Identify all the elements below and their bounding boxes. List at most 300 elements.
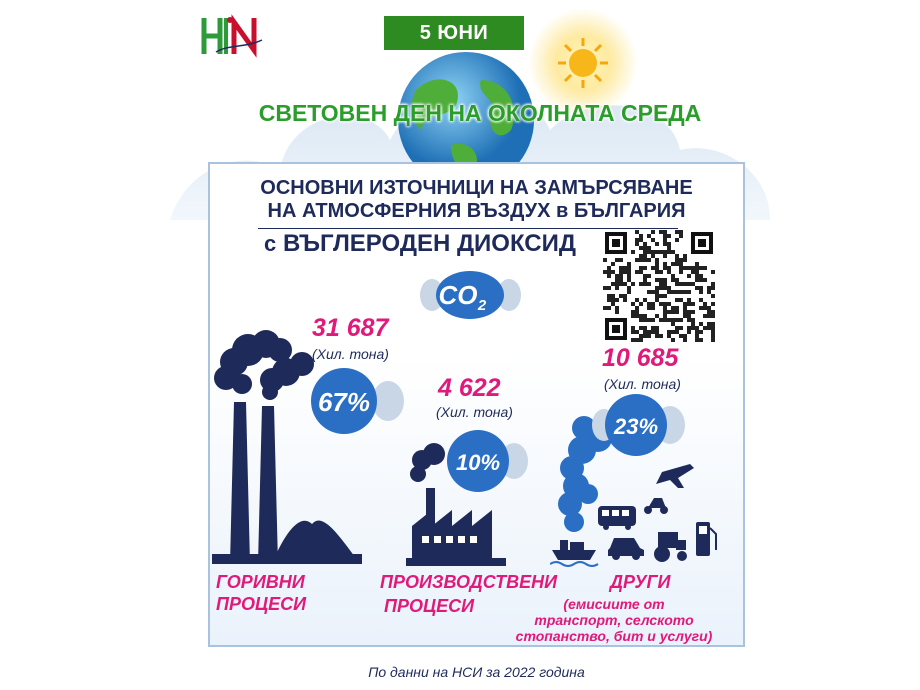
combustion-value: 31 687 (312, 314, 389, 342)
qr-module (603, 286, 607, 290)
qr-module (667, 318, 671, 322)
qr-module (699, 298, 703, 302)
qr-module (651, 238, 655, 242)
qr-module (711, 302, 715, 306)
qr-module (683, 258, 687, 262)
qr-module (683, 302, 687, 306)
qr-module (667, 286, 671, 290)
percent-badge-other (590, 392, 690, 458)
qr-module (663, 238, 667, 242)
qr-module (659, 302, 663, 306)
qr-module (639, 338, 643, 342)
qr-module (635, 270, 639, 274)
qr-module (635, 230, 639, 234)
qr-module (647, 258, 651, 262)
qr-module (663, 310, 667, 314)
qr-module (651, 306, 655, 310)
qr-module (635, 306, 639, 310)
qr-module (615, 282, 619, 286)
qr-module (703, 302, 707, 306)
qr-module (651, 266, 655, 270)
qr-module (695, 274, 699, 278)
qr-module (675, 282, 679, 286)
qr-module (667, 234, 671, 238)
qr-module (651, 230, 655, 234)
qr-module (671, 310, 675, 314)
qr-module (695, 278, 699, 282)
qr-module (699, 278, 703, 282)
qr-module (627, 262, 631, 266)
qr-module (683, 334, 687, 338)
qr-module (675, 298, 679, 302)
qr-module (615, 298, 619, 302)
qr-module (675, 278, 679, 282)
combustion-label-line2: ПРОЦЕСИ (216, 594, 307, 614)
qr-module (607, 294, 611, 298)
qr-module (627, 286, 631, 290)
qr-module (671, 318, 675, 322)
qr-module (631, 250, 635, 254)
qr-module (619, 294, 623, 298)
qr-module (603, 270, 607, 274)
qr-module (663, 242, 667, 246)
combustion-label-line1: ГОРИВНИ (216, 572, 305, 592)
qr-module (647, 250, 651, 254)
industrial-label-line1: ПРОИЗВОДСТВЕНИ (380, 572, 558, 592)
qr-module (659, 270, 663, 274)
qr-module (711, 270, 715, 274)
qr-module (707, 326, 711, 330)
qr-module (623, 294, 627, 298)
qr-module (611, 270, 615, 274)
qr-module (675, 258, 679, 262)
qr-module (659, 294, 663, 298)
qr-module (695, 286, 699, 290)
qr-module (703, 326, 707, 330)
qr-module (687, 282, 691, 286)
qr-module (671, 322, 675, 326)
panel-subtitle-line1: ОСНОВНИ ИЗТОЧНИЦИ НА ЗАМЪРСЯВАНЕ (260, 177, 693, 199)
qr-module (643, 282, 647, 286)
qr-module (671, 262, 675, 266)
qr-module (707, 314, 711, 318)
qr-module (675, 306, 679, 310)
co2-badge-subscript: 2 (477, 297, 487, 314)
qr-module (699, 322, 703, 326)
qr-module (671, 250, 675, 254)
qr-module (687, 318, 691, 322)
qr-module (671, 274, 675, 278)
other-note-line3: стопанство, бит и услуги) (515, 628, 713, 644)
qr-module (695, 262, 699, 266)
co2-heading-text: ВЪГЛЕРОДЕН ДИОКСИД (282, 230, 576, 257)
qr-module (635, 242, 639, 246)
qr-module (611, 298, 615, 302)
qr-module (675, 238, 679, 242)
other-value: 10 685 (602, 344, 679, 372)
qr-module (683, 290, 687, 294)
qr-module (667, 302, 671, 306)
qr-module (651, 302, 655, 306)
qr-module (607, 286, 611, 290)
qr-module (703, 278, 707, 282)
co2-heading (240, 230, 600, 258)
qr-module (675, 330, 679, 334)
other-note-line2: транспорт, селското (534, 612, 694, 628)
qr-module (643, 334, 647, 338)
qr-module (647, 306, 651, 310)
combustion-unit: (Хил. тона) (312, 346, 389, 362)
qr-module (663, 302, 667, 306)
qr-module (619, 274, 623, 278)
qr-module (687, 290, 691, 294)
qr-module (707, 306, 711, 310)
qr-module (695, 270, 699, 274)
qr-module (607, 298, 611, 302)
qr-module (667, 310, 671, 314)
qr-module (663, 306, 667, 310)
qr-module (639, 314, 643, 318)
qr-module (643, 258, 647, 262)
qr-module (675, 262, 679, 266)
qr-module (615, 310, 619, 314)
qr-module (667, 330, 671, 334)
panel-subtitle-line2: НА АТМОСФЕРНИЯ ВЪЗДУХ в БЪЛГАРИЯ (267, 200, 686, 222)
qr-module (691, 326, 695, 330)
qr-module (687, 326, 691, 330)
other-unit: (Хил. тона) (604, 376, 681, 392)
other-note-line1: (емисиите от (563, 596, 665, 612)
qr-module (619, 266, 623, 270)
qr-module (699, 266, 703, 270)
qr-module (691, 270, 695, 274)
qr-module (675, 326, 679, 330)
qr-module (663, 294, 667, 298)
qr-module (703, 314, 707, 318)
qr-module (615, 306, 619, 310)
qr-module (683, 282, 687, 286)
divider (258, 228, 678, 229)
qr-module (607, 274, 611, 278)
qr-module (635, 238, 639, 242)
qr-module (679, 282, 683, 286)
qr-module (651, 318, 655, 322)
qr-module (639, 246, 643, 250)
tractor-icon (654, 532, 687, 562)
qr-module (671, 338, 675, 342)
percent-badge-combustion (296, 366, 406, 436)
qr-module (687, 314, 691, 318)
qr-module (659, 282, 663, 286)
co2-badge-text: CO (438, 280, 478, 310)
qr-module (691, 310, 695, 314)
qr-module (639, 270, 643, 274)
qr-module (667, 334, 671, 338)
qr-module (647, 330, 651, 334)
percent-label: 10% (455, 450, 501, 475)
qr-module (655, 326, 659, 330)
qr-module (687, 274, 691, 278)
qr-module (659, 334, 663, 338)
qr-module (663, 234, 667, 238)
qr-module (623, 298, 627, 302)
qr-module (651, 326, 655, 330)
qr-module (695, 338, 699, 342)
qr-module (695, 266, 699, 270)
qr-module (655, 286, 659, 290)
qr-module (631, 314, 635, 318)
qr-module (679, 290, 683, 294)
qr-module (679, 230, 683, 234)
qr-module (639, 266, 643, 270)
industrial-unit: (Хил. тона) (436, 404, 513, 420)
qr-module (647, 246, 651, 250)
qr-module (631, 310, 635, 314)
qr-module (683, 306, 687, 310)
qr-module (639, 318, 643, 322)
qr-module (711, 310, 715, 314)
qr-module (647, 282, 651, 286)
other-label: ДРУГИ (610, 572, 671, 592)
qr-module (655, 314, 659, 318)
qr-module (691, 282, 695, 286)
qr-module (619, 270, 623, 274)
qr-module (639, 234, 643, 238)
source-footnote: По данни на НСИ за 2022 година (368, 664, 585, 680)
qr-module (699, 286, 703, 290)
qr-module (707, 322, 711, 326)
qr-module (615, 258, 619, 262)
qr-module (663, 254, 667, 258)
percent-badge-industrial (440, 428, 530, 494)
qr-module (643, 318, 647, 322)
qr-module (687, 330, 691, 334)
qr-module (643, 314, 647, 318)
qr-module (679, 298, 683, 302)
qr-module (711, 334, 715, 338)
qr-module (611, 302, 615, 306)
qr-module (703, 266, 707, 270)
qr-module (691, 302, 695, 306)
qr-module (671, 278, 675, 282)
qr-module (691, 318, 695, 322)
qr-module (603, 306, 607, 310)
qr-module (679, 262, 683, 266)
qr-module (623, 282, 627, 286)
date-banner: 5 ЮНИ (384, 16, 524, 50)
qr-module (675, 290, 679, 294)
qr-module (671, 306, 675, 310)
qr-module (651, 330, 655, 334)
qr-module (655, 278, 659, 282)
qr-module (607, 306, 611, 310)
percent-label: 23% (613, 414, 659, 439)
qr-module (643, 250, 647, 254)
qr-module (631, 326, 635, 330)
qr-module (711, 330, 715, 334)
qr-module (615, 278, 619, 282)
qr-module (611, 262, 615, 266)
industrial-value: 4 622 (438, 374, 501, 402)
qr-module (639, 238, 643, 242)
qr-module (643, 266, 647, 270)
qr-module (707, 286, 711, 290)
qr-module (671, 330, 675, 334)
qr-module (687, 266, 691, 270)
qr-module (655, 242, 659, 246)
qr-module (655, 250, 659, 254)
percent-label: 67% (317, 387, 371, 417)
qr-module (643, 274, 647, 278)
qr-module (663, 262, 667, 266)
qr-module (647, 318, 651, 322)
other-note (514, 596, 714, 644)
qr-module (699, 306, 703, 310)
qr-module (679, 258, 683, 262)
scooter-icon (644, 498, 668, 514)
qr-module (699, 338, 703, 342)
qr-module (675, 310, 679, 314)
qr-module (627, 278, 631, 282)
qr-module (663, 314, 667, 318)
qr-module (619, 258, 623, 262)
qr-module (663, 318, 667, 322)
qr-module (627, 290, 631, 294)
qr-module (647, 334, 651, 338)
qr-module (707, 310, 711, 314)
qr-module (679, 266, 683, 270)
nsi-logo (200, 14, 268, 58)
qr-module (655, 290, 659, 294)
qr-module (667, 270, 671, 274)
qr-module (667, 242, 671, 246)
qr-module (647, 290, 651, 294)
qr-module (615, 274, 619, 278)
qr-module (683, 314, 687, 318)
qr-module (695, 330, 699, 334)
fuel-pump-icon (696, 522, 716, 556)
qr-module (711, 322, 715, 326)
qr-module (643, 242, 647, 246)
qr-module (659, 318, 663, 322)
qr-module (607, 270, 611, 274)
qr-module (655, 330, 659, 334)
qr-module (695, 326, 699, 330)
airplane-icon (656, 464, 694, 488)
qr-module (655, 298, 659, 302)
page-title: СВЕТОВЕН ДЕН НА ОКОЛНАТА СРЕДА (258, 100, 702, 126)
qr-module (663, 286, 667, 290)
qr-module (711, 294, 715, 298)
qr-module (635, 258, 639, 262)
qr-module (675, 230, 679, 234)
qr-module (631, 330, 635, 334)
qr-code[interactable] (603, 230, 715, 342)
bus-icon (598, 506, 636, 530)
qr-module (655, 262, 659, 266)
industrial-label-line2: ПРОЦЕСИ (384, 596, 475, 616)
qr-module (683, 338, 687, 342)
qr-module (691, 322, 695, 326)
qr-module (635, 298, 639, 302)
qr-module (639, 334, 643, 338)
qr-module (671, 290, 675, 294)
qr-module (711, 326, 715, 330)
qr-module (607, 266, 611, 270)
qr-module (647, 274, 651, 278)
qr-module (691, 266, 695, 270)
qr-module (679, 334, 683, 338)
qr-module (683, 310, 687, 314)
qr-module (643, 326, 647, 330)
qr-module (663, 282, 667, 286)
qr-module (603, 258, 607, 262)
qr-module (631, 338, 635, 342)
ship-icon (552, 540, 596, 560)
qr-module (627, 266, 631, 270)
qr-module (619, 278, 623, 282)
qr-module (663, 278, 667, 282)
qr-module (647, 234, 651, 238)
qr-module (639, 282, 643, 286)
qr-module (667, 266, 671, 270)
qr-module (711, 314, 715, 318)
qr-module (679, 318, 683, 322)
qr-module (643, 254, 647, 258)
qr-module (675, 254, 679, 258)
qr-module (647, 302, 651, 306)
qr-module (619, 282, 623, 286)
qr-module (627, 270, 631, 274)
qr-module (687, 298, 691, 302)
qr-module (643, 246, 647, 250)
qr-module (707, 290, 711, 294)
qr-module (659, 286, 663, 290)
qr-module (631, 282, 635, 286)
qr-module (651, 250, 655, 254)
qr-module (639, 254, 643, 258)
qr-module (667, 246, 671, 250)
qr-module (615, 286, 619, 290)
qr-module (635, 310, 639, 314)
qr-module (711, 338, 715, 342)
qr-module (655, 270, 659, 274)
qr-module (639, 302, 643, 306)
qr-module (631, 302, 635, 306)
qr-module (679, 270, 683, 274)
qr-module (699, 330, 703, 334)
qr-module (627, 274, 631, 278)
qr-module (623, 270, 627, 274)
qr-module (683, 254, 687, 258)
qr-module (699, 274, 703, 278)
qr-module (659, 230, 663, 234)
qr-module (703, 306, 707, 310)
qr-module (663, 230, 667, 234)
qr-module (687, 310, 691, 314)
qr-module (659, 250, 663, 254)
co2-heading-prefix: с (264, 231, 277, 256)
qr-module (711, 286, 715, 290)
qr-module (655, 258, 659, 262)
car-icon (608, 538, 644, 560)
qr-module (667, 250, 671, 254)
transport-icons (550, 458, 730, 568)
qr-module (651, 290, 655, 294)
qr-module (663, 250, 667, 254)
qr-module (699, 290, 703, 294)
qr-module (655, 266, 659, 270)
